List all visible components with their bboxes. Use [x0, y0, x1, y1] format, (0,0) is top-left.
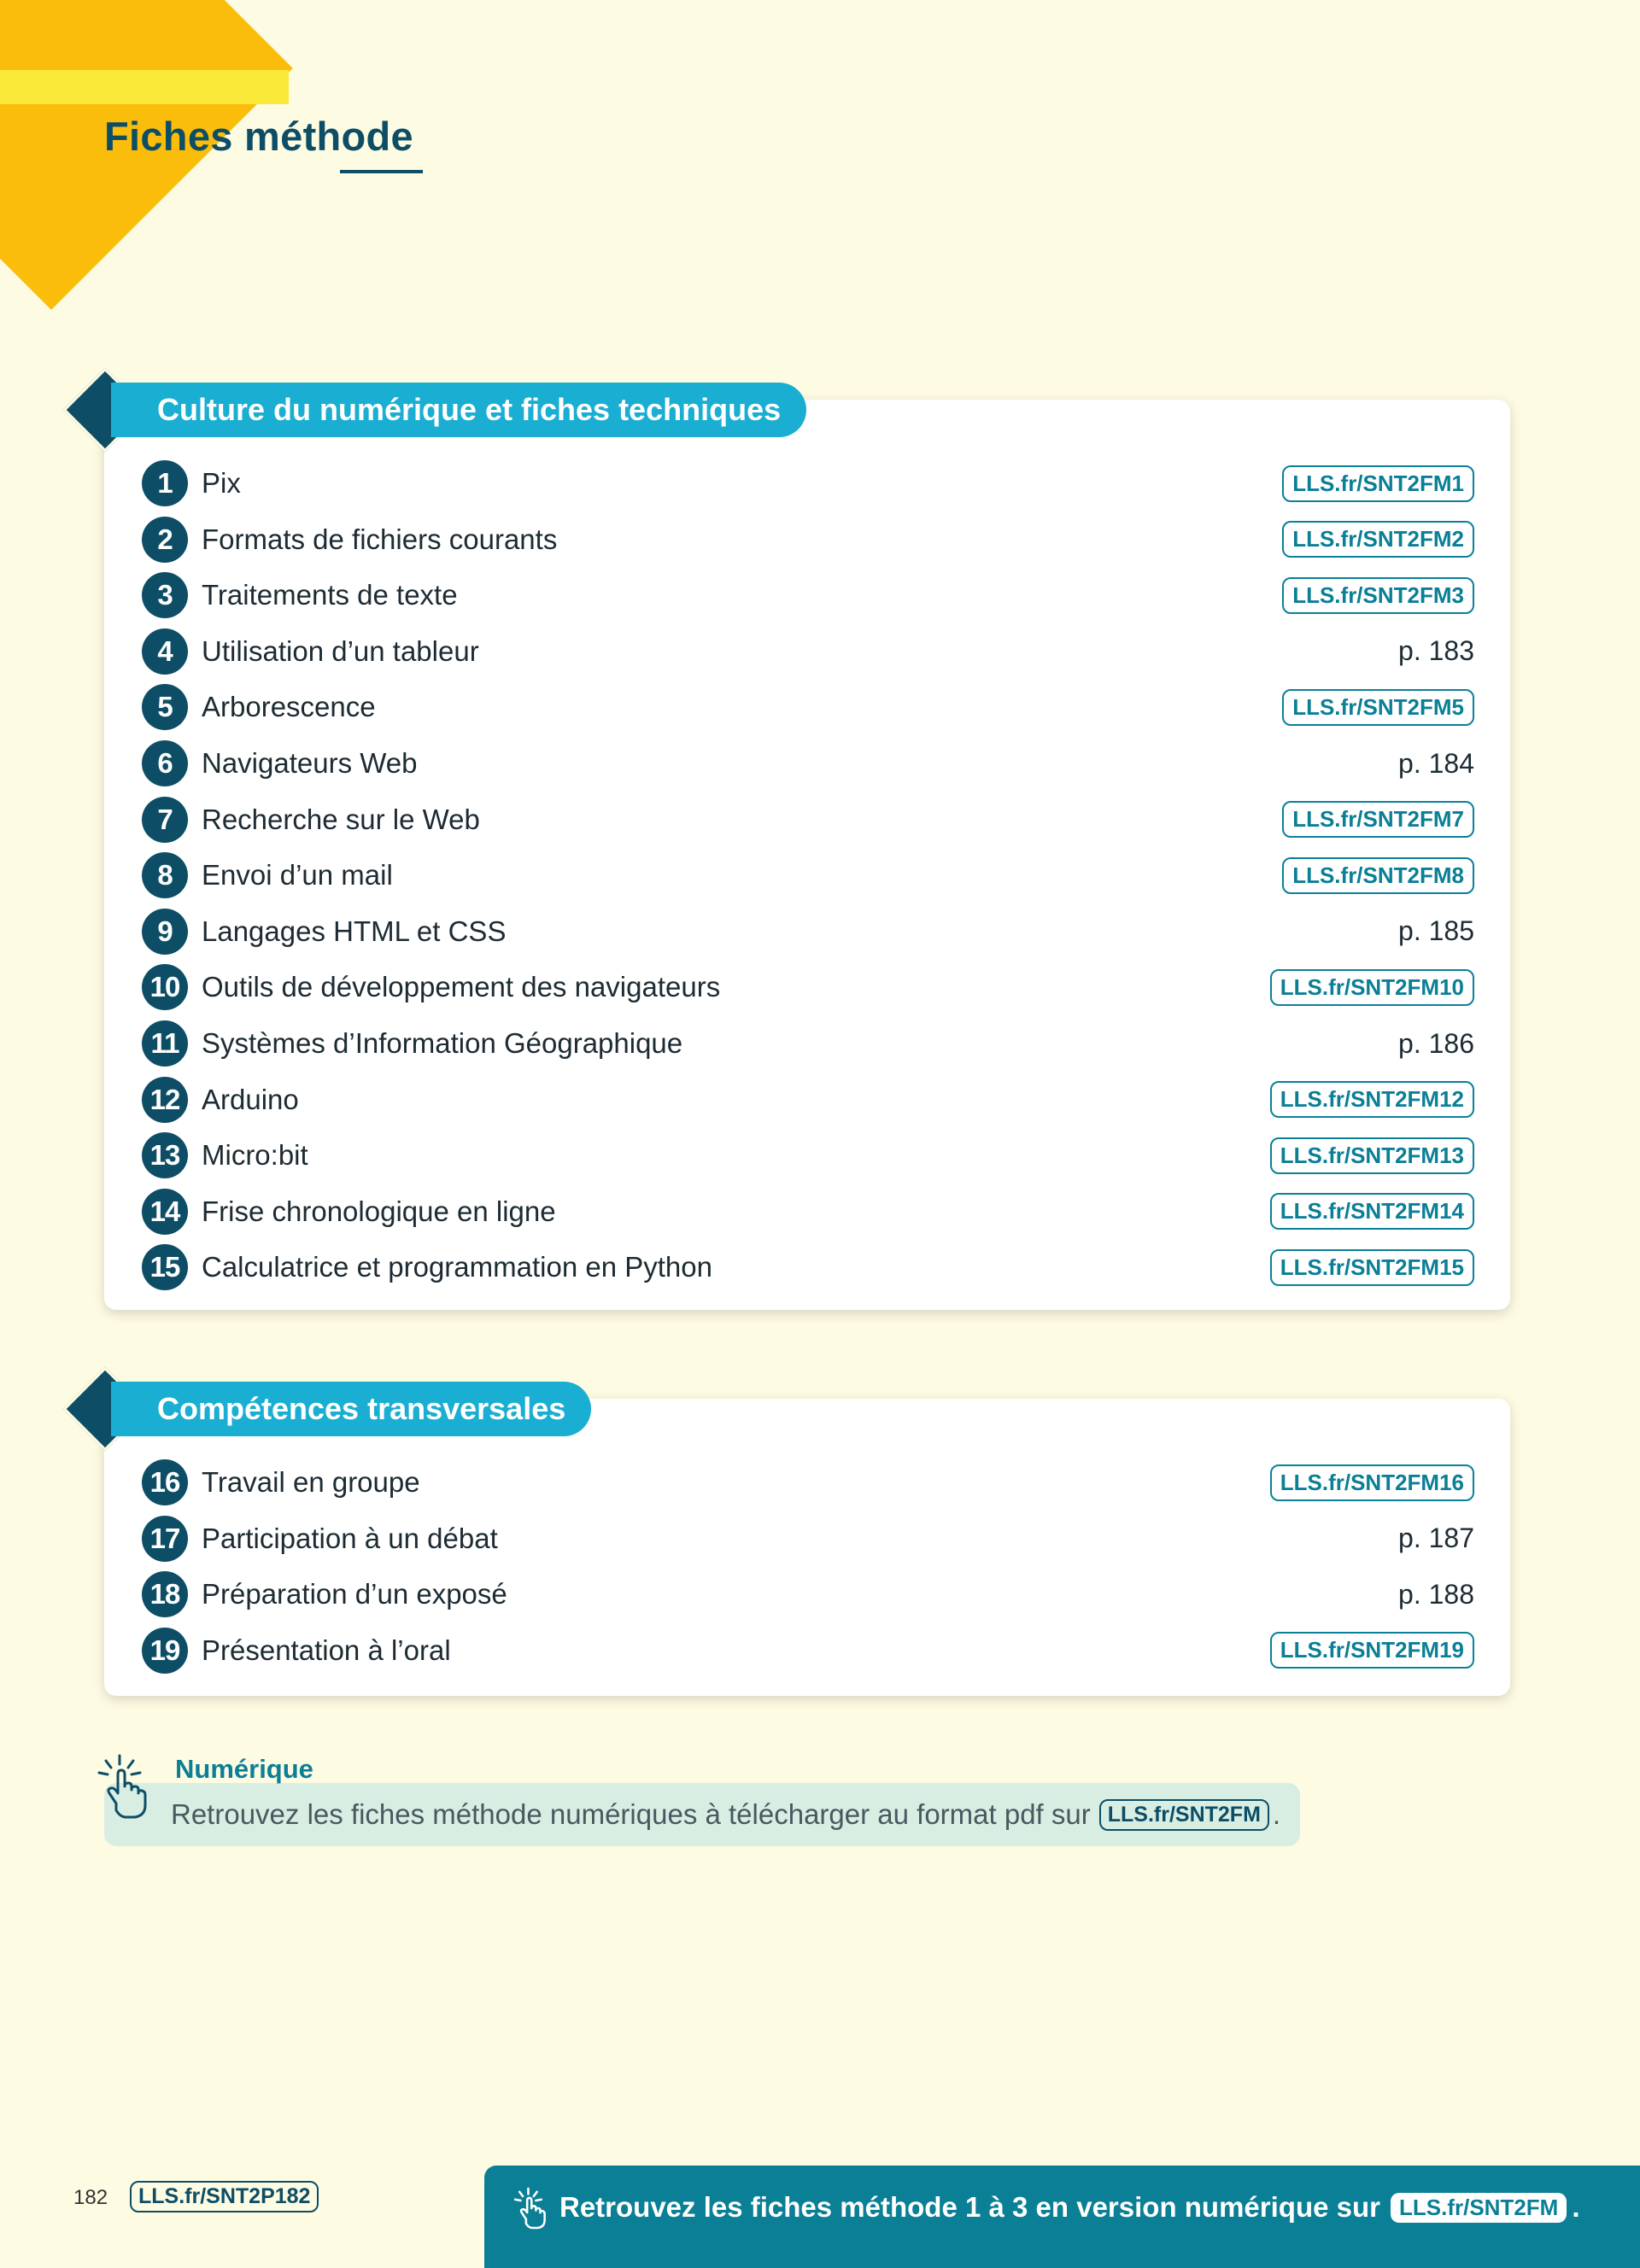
- item-reference: [1398, 1028, 1474, 1060]
- item-reference: [1398, 915, 1474, 947]
- item-link[interactable]: LLS.fr/SNT2FM5: [1282, 689, 1474, 726]
- numerique-link[interactable]: LLS.fr/SNT2FM: [1099, 1799, 1269, 1831]
- item-label: Arborescence: [202, 691, 376, 723]
- method-row: [142, 962, 1474, 1013]
- method-row: [142, 850, 1474, 901]
- item-label: Préparation d’un exposé: [202, 1578, 507, 1610]
- item-label: Utilisation d’un tableur: [202, 634, 479, 667]
- numerique-text: Retrouvez les fiches méthode numériques à télécharger au format pdf sur: [171, 1798, 1091, 1830]
- item-number-badge: 6: [142, 740, 188, 786]
- section-header-competences: [67, 1382, 591, 1436]
- item-link[interactable]: LLS.fr/SNT2FM19: [1270, 1632, 1474, 1669]
- item-number-badge: 15: [142, 1244, 188, 1290]
- item-reference: [1282, 689, 1474, 726]
- item-label: Langages HTML et CSS: [202, 915, 507, 947]
- corner-stripe: [0, 70, 289, 104]
- item-number-badge: 13: [142, 1132, 188, 1178]
- item-number-badge: 9: [142, 909, 188, 955]
- method-row: [142, 906, 1474, 957]
- item-reference: [1270, 1249, 1474, 1286]
- item-label: Formats de fichiers courants: [202, 523, 558, 555]
- item-link[interactable]: LLS.fr/SNT2FM1: [1282, 465, 1474, 502]
- item-reference: [1282, 577, 1474, 614]
- item-number-badge: 4: [142, 628, 188, 675]
- method-row: [142, 1018, 1474, 1069]
- item-label: Travail en groupe: [202, 1466, 420, 1498]
- banner-end: .: [1572, 2191, 1580, 2223]
- method-row: [142, 1186, 1474, 1237]
- item-link[interactable]: LLS.fr/SNT2FM3: [1282, 577, 1474, 614]
- page-number: 182: [73, 2186, 108, 2209]
- banner-text: Retrouvez les fiches méthode 1 à 3 en version numérique sur: [559, 2191, 1380, 2223]
- item-number-badge: 16: [142, 1459, 188, 1505]
- item-number-badge: 10: [142, 964, 188, 1010]
- item-label: Frise chronologique en ligne: [202, 1195, 556, 1227]
- item-reference: [1282, 801, 1474, 838]
- item-page-ref: p. 185: [1398, 915, 1474, 947]
- method-row: [142, 794, 1474, 845]
- item-link[interactable]: LLS.fr/SNT2FM2: [1282, 521, 1474, 558]
- item-label: Présentation à l’oral: [202, 1634, 451, 1666]
- item-label: Pix: [202, 467, 241, 499]
- item-number-badge: 8: [142, 852, 188, 898]
- item-reference: [1282, 521, 1474, 558]
- item-number-badge: 7: [142, 797, 188, 843]
- item-reference: [1398, 635, 1474, 667]
- method-row: [142, 626, 1474, 677]
- item-page-ref: p. 188: [1398, 1578, 1474, 1610]
- item-label: Micro:bit: [202, 1139, 308, 1172]
- touch-hand-icon: [92, 1752, 154, 1821]
- item-label: Systèmes d’Information Géographique: [202, 1027, 683, 1059]
- banner-text-line: [559, 2191, 1580, 2224]
- method-row: [142, 514, 1474, 565]
- method-row: [142, 1625, 1474, 1676]
- footer-link-wrap: [130, 2181, 319, 2212]
- method-row: [142, 1130, 1474, 1181]
- item-label: Arduino: [202, 1083, 299, 1115]
- item-reference: [1282, 465, 1474, 502]
- numerique-text-line: [171, 1798, 1280, 1831]
- item-reference: [1270, 1193, 1474, 1230]
- item-reference: [1270, 1632, 1474, 1669]
- method-row: [142, 1457, 1474, 1508]
- item-number-badge: 17: [142, 1516, 188, 1562]
- title-underline: [340, 170, 423, 173]
- item-page-ref: p. 186: [1398, 1027, 1474, 1059]
- item-label: Traitements de texte: [202, 579, 458, 611]
- item-number-badge: 1: [142, 460, 188, 506]
- item-link[interactable]: LLS.fr/SNT2FM7: [1282, 801, 1474, 838]
- item-page-ref: p. 184: [1398, 747, 1474, 779]
- item-number-badge: 3: [142, 572, 188, 618]
- item-number-badge: 19: [142, 1628, 188, 1674]
- item-label: Envoi d’un mail: [202, 859, 393, 891]
- method-row: [142, 458, 1474, 509]
- method-row: [142, 738, 1474, 789]
- numerique-end: .: [1272, 1798, 1281, 1830]
- section-title: Compétences transversales: [111, 1382, 591, 1436]
- page-title: Fiches méthode: [104, 114, 414, 159]
- item-label: Participation à un débat: [202, 1522, 498, 1554]
- method-row: [142, 681, 1474, 733]
- section-title: Culture du numérique et fiches techniques: [111, 383, 806, 437]
- item-reference: [1398, 1579, 1474, 1610]
- page-link[interactable]: LLS.fr/SNT2P182: [130, 2181, 319, 2212]
- item-link[interactable]: LLS.fr/SNT2FM8: [1282, 857, 1474, 894]
- item-page-ref: p. 187: [1398, 1523, 1474, 1554]
- item-reference: [1270, 969, 1474, 1006]
- item-number-badge: 2: [142, 517, 188, 563]
- method-row: [142, 1242, 1474, 1293]
- section-header-culture: [67, 383, 806, 437]
- banner-link[interactable]: LLS.fr/SNT2FM: [1391, 2193, 1567, 2223]
- item-label: Recherche sur le Web: [202, 803, 480, 835]
- item-reference: [1398, 748, 1474, 780]
- touch-hand-icon: [511, 2186, 550, 2230]
- item-reference: [1270, 1081, 1474, 1118]
- method-row: [142, 1569, 1474, 1620]
- item-number-badge: 18: [142, 1571, 188, 1617]
- item-link[interactable]: LLS.fr/SNT2FM10: [1270, 969, 1474, 1006]
- item-link[interactable]: LLS.fr/SNT2FM15: [1270, 1249, 1474, 1286]
- item-link[interactable]: LLS.fr/SNT2FM13: [1270, 1137, 1474, 1174]
- item-number-badge: 12: [142, 1077, 188, 1123]
- item-label: Outils de développement des navigateurs: [202, 971, 721, 1003]
- item-label: Navigateurs Web: [202, 747, 418, 779]
- item-page-ref: p. 183: [1398, 635, 1474, 667]
- item-number-badge: 5: [142, 684, 188, 730]
- item-number-badge: 11: [142, 1020, 188, 1067]
- item-reference: [1398, 1523, 1474, 1554]
- item-link[interactable]: LLS.fr/SNT2FM12: [1270, 1081, 1474, 1118]
- method-row: [142, 1513, 1474, 1564]
- item-reference: [1270, 1137, 1474, 1174]
- numerique-title: Numérique: [175, 1754, 313, 1784]
- item-reference: [1282, 857, 1474, 894]
- method-row: [142, 1074, 1474, 1125]
- item-label: Calculatrice et programmation en Python: [202, 1251, 712, 1283]
- item-link[interactable]: LLS.fr/SNT2FM16: [1270, 1464, 1474, 1501]
- item-reference: [1270, 1464, 1474, 1501]
- method-row: [142, 570, 1474, 621]
- item-number-badge: 14: [142, 1189, 188, 1235]
- item-link[interactable]: LLS.fr/SNT2FM14: [1270, 1193, 1474, 1230]
